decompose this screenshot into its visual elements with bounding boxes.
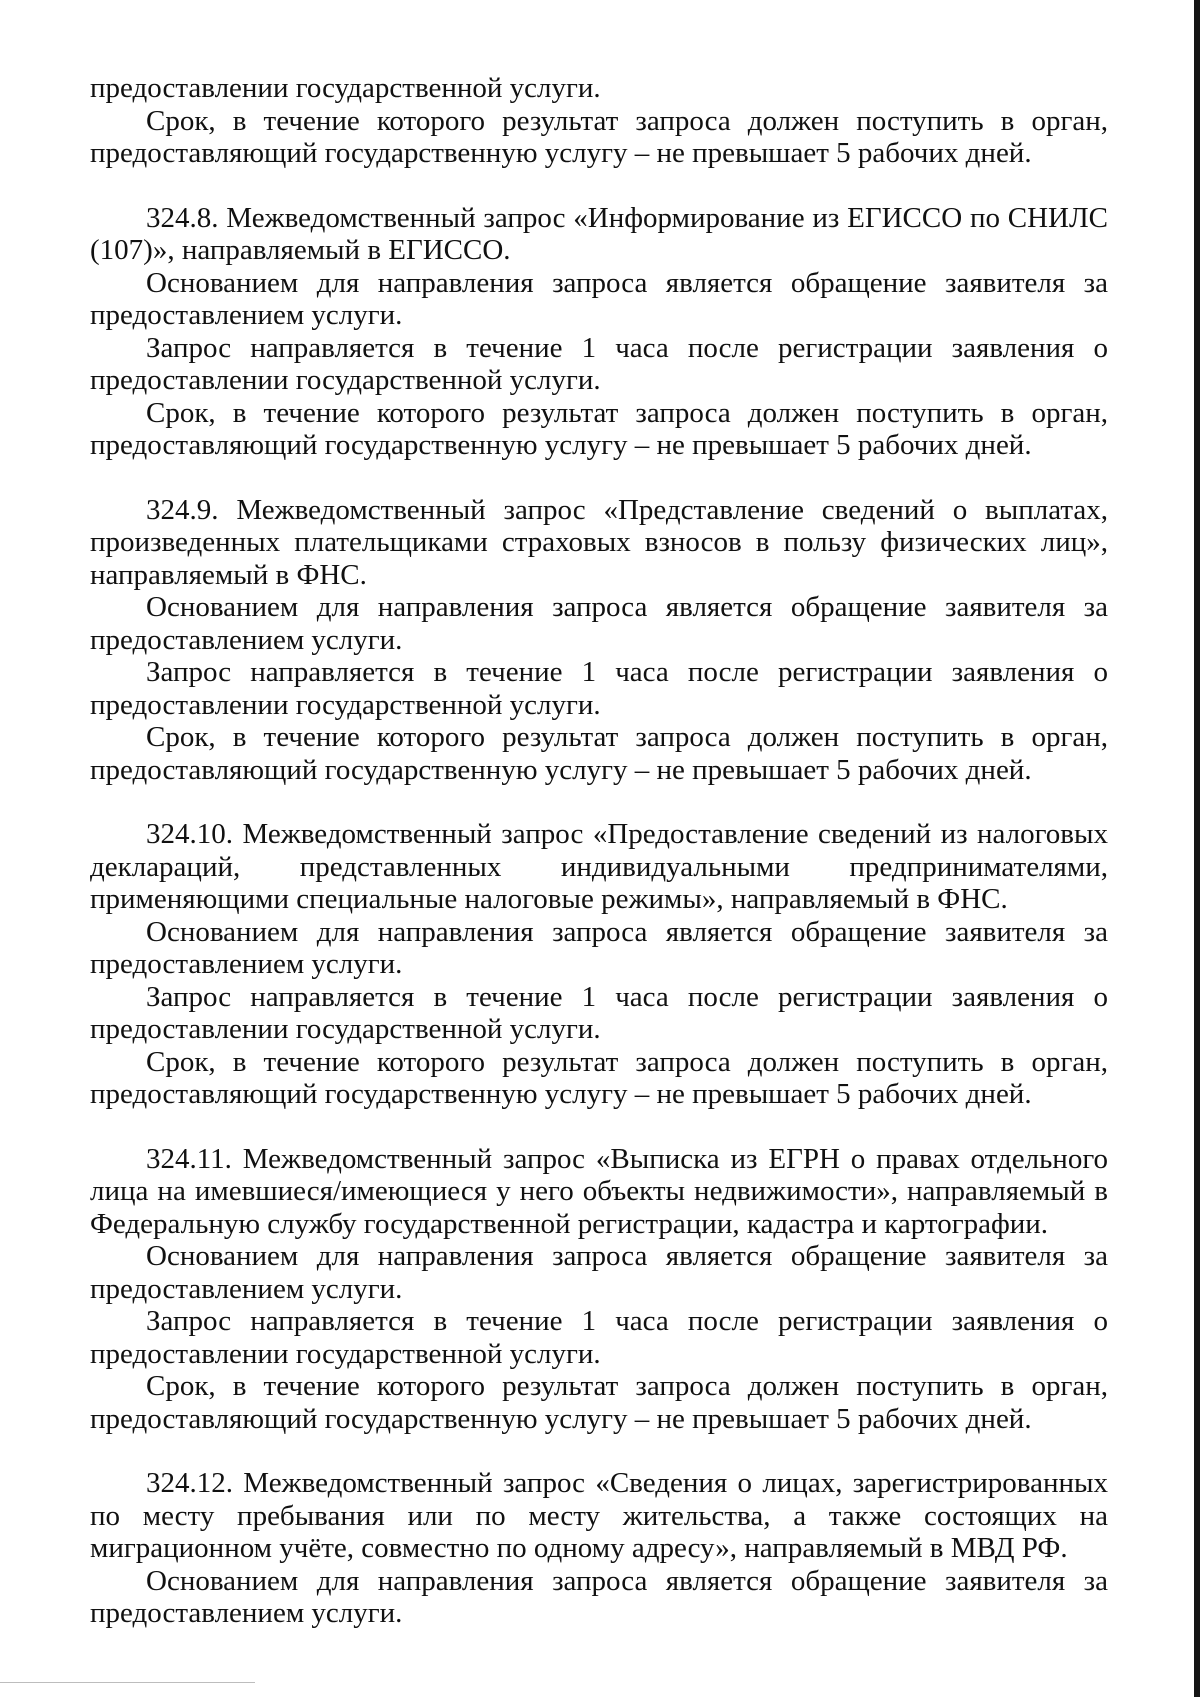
paragraph-deadline: Срок, в течение которого результат запроса должен поступить в орган, предоставляющий государственную услугу – не превышает 5 рабочих дней. xyxy=(90,721,1108,786)
paragraph-basis: Основанием для направления запроса является обращение заявителя за предоставлением услуги. xyxy=(90,915,1108,980)
scan-artifact-line xyxy=(0,1682,255,1683)
section-324-8 xyxy=(90,202,1108,462)
section-324-9 xyxy=(90,494,1108,787)
paragraph-deadline: Срок, в течение которого результат запроса должен поступить в орган, предоставляющий государственную услугу – не превышает 5 рабочих дней. xyxy=(90,396,1108,461)
paragraph-timing: Запрос направляется в течение 1 часа после регистрации заявления о предоставлении государственной услуги. xyxy=(90,331,1108,396)
paragraph-basis: Основанием для направления запроса является обращение заявителя за предоставлением услуги. xyxy=(90,1240,1108,1305)
paragraph-basis: Основанием для направления запроса является обращение заявителя за предоставлением услуги. xyxy=(90,591,1108,656)
paragraph-continuation: предоставлении государственной услуги. xyxy=(90,72,601,104)
scan-edge-shadow xyxy=(1194,0,1200,1697)
paragraph-deadline: Срок, в течение которого результат запроса должен поступить в орган, предоставляющий государственную услугу – не превышает 5 рабочих дней. xyxy=(90,104,1108,169)
section-324-12 xyxy=(90,1467,1108,1630)
paragraph-request-title: 324.12. Межведомственный запрос «Сведения о лицах, зарегистрированных по месту пребывания или по месту жительства, а также состоящих на миграционном учёте, совместно по одному адресу», направляемый в МВД РФ. xyxy=(90,1467,1108,1564)
paragraph-request-title: 324.9. Межведомственный запрос «Представление сведений о выплатах, произведенных плательщиками страховых взносов в пользу физических лиц», направляемый в ФНС. xyxy=(90,493,1108,591)
paragraph-request-title: 324.8. Межведомственный запрос «Информирование из ЕГИССО по СНИЛС (107)», направляемый в ЕГИССО. xyxy=(90,201,1108,266)
paragraph-timing: Запрос направляется в течение 1 часа после регистрации заявления о предоставлении государственной услуги. xyxy=(90,1305,1108,1370)
paragraph-deadline: Срок, в течение которого результат запроса должен поступить в орган, предоставляющий государственную услугу – не превышает 5 рабочих дней. xyxy=(90,1045,1108,1110)
paragraph-basis: Основанием для направления запроса является обращение заявителя за предоставлением услуги. xyxy=(90,1564,1108,1629)
section-324-11 xyxy=(90,1143,1108,1436)
paragraph-timing: Запрос направляется в течение 1 часа после регистрации заявления о предоставлении государственной услуги. xyxy=(90,656,1108,721)
paragraph-deadline: Срок, в течение которого результат запроса должен поступить в орган, предоставляющий государственную услугу – не превышает 5 рабочих дней. xyxy=(90,1370,1108,1435)
paragraph-request-title: 324.11. Межведомственный запрос «Выписка из ЕГРН о правах отдельного лица на имевшиеся/имеющиеся у него объекты недвижимости», направляемый в Федеральную службу государственной регистрации, кадастра и картографии. xyxy=(90,1142,1108,1240)
paragraph-request-title: 324.10. Межведомственный запрос «Предоставление сведений из налоговых деклараций, представленных индивидуальными предпринимателями, применяющими специальные налоговые режимы», направляемый в ФНС. xyxy=(90,818,1108,915)
paragraph-basis: Основанием для направления запроса является обращение заявителя за предоставлением услуги. xyxy=(90,266,1108,331)
document-body xyxy=(90,72,1108,1630)
section-continuation xyxy=(90,72,1108,170)
section-324-10 xyxy=(90,818,1108,1111)
paragraph-timing: Запрос направляется в течение 1 часа после регистрации заявления о предоставлении государственной услуги. xyxy=(90,980,1108,1045)
